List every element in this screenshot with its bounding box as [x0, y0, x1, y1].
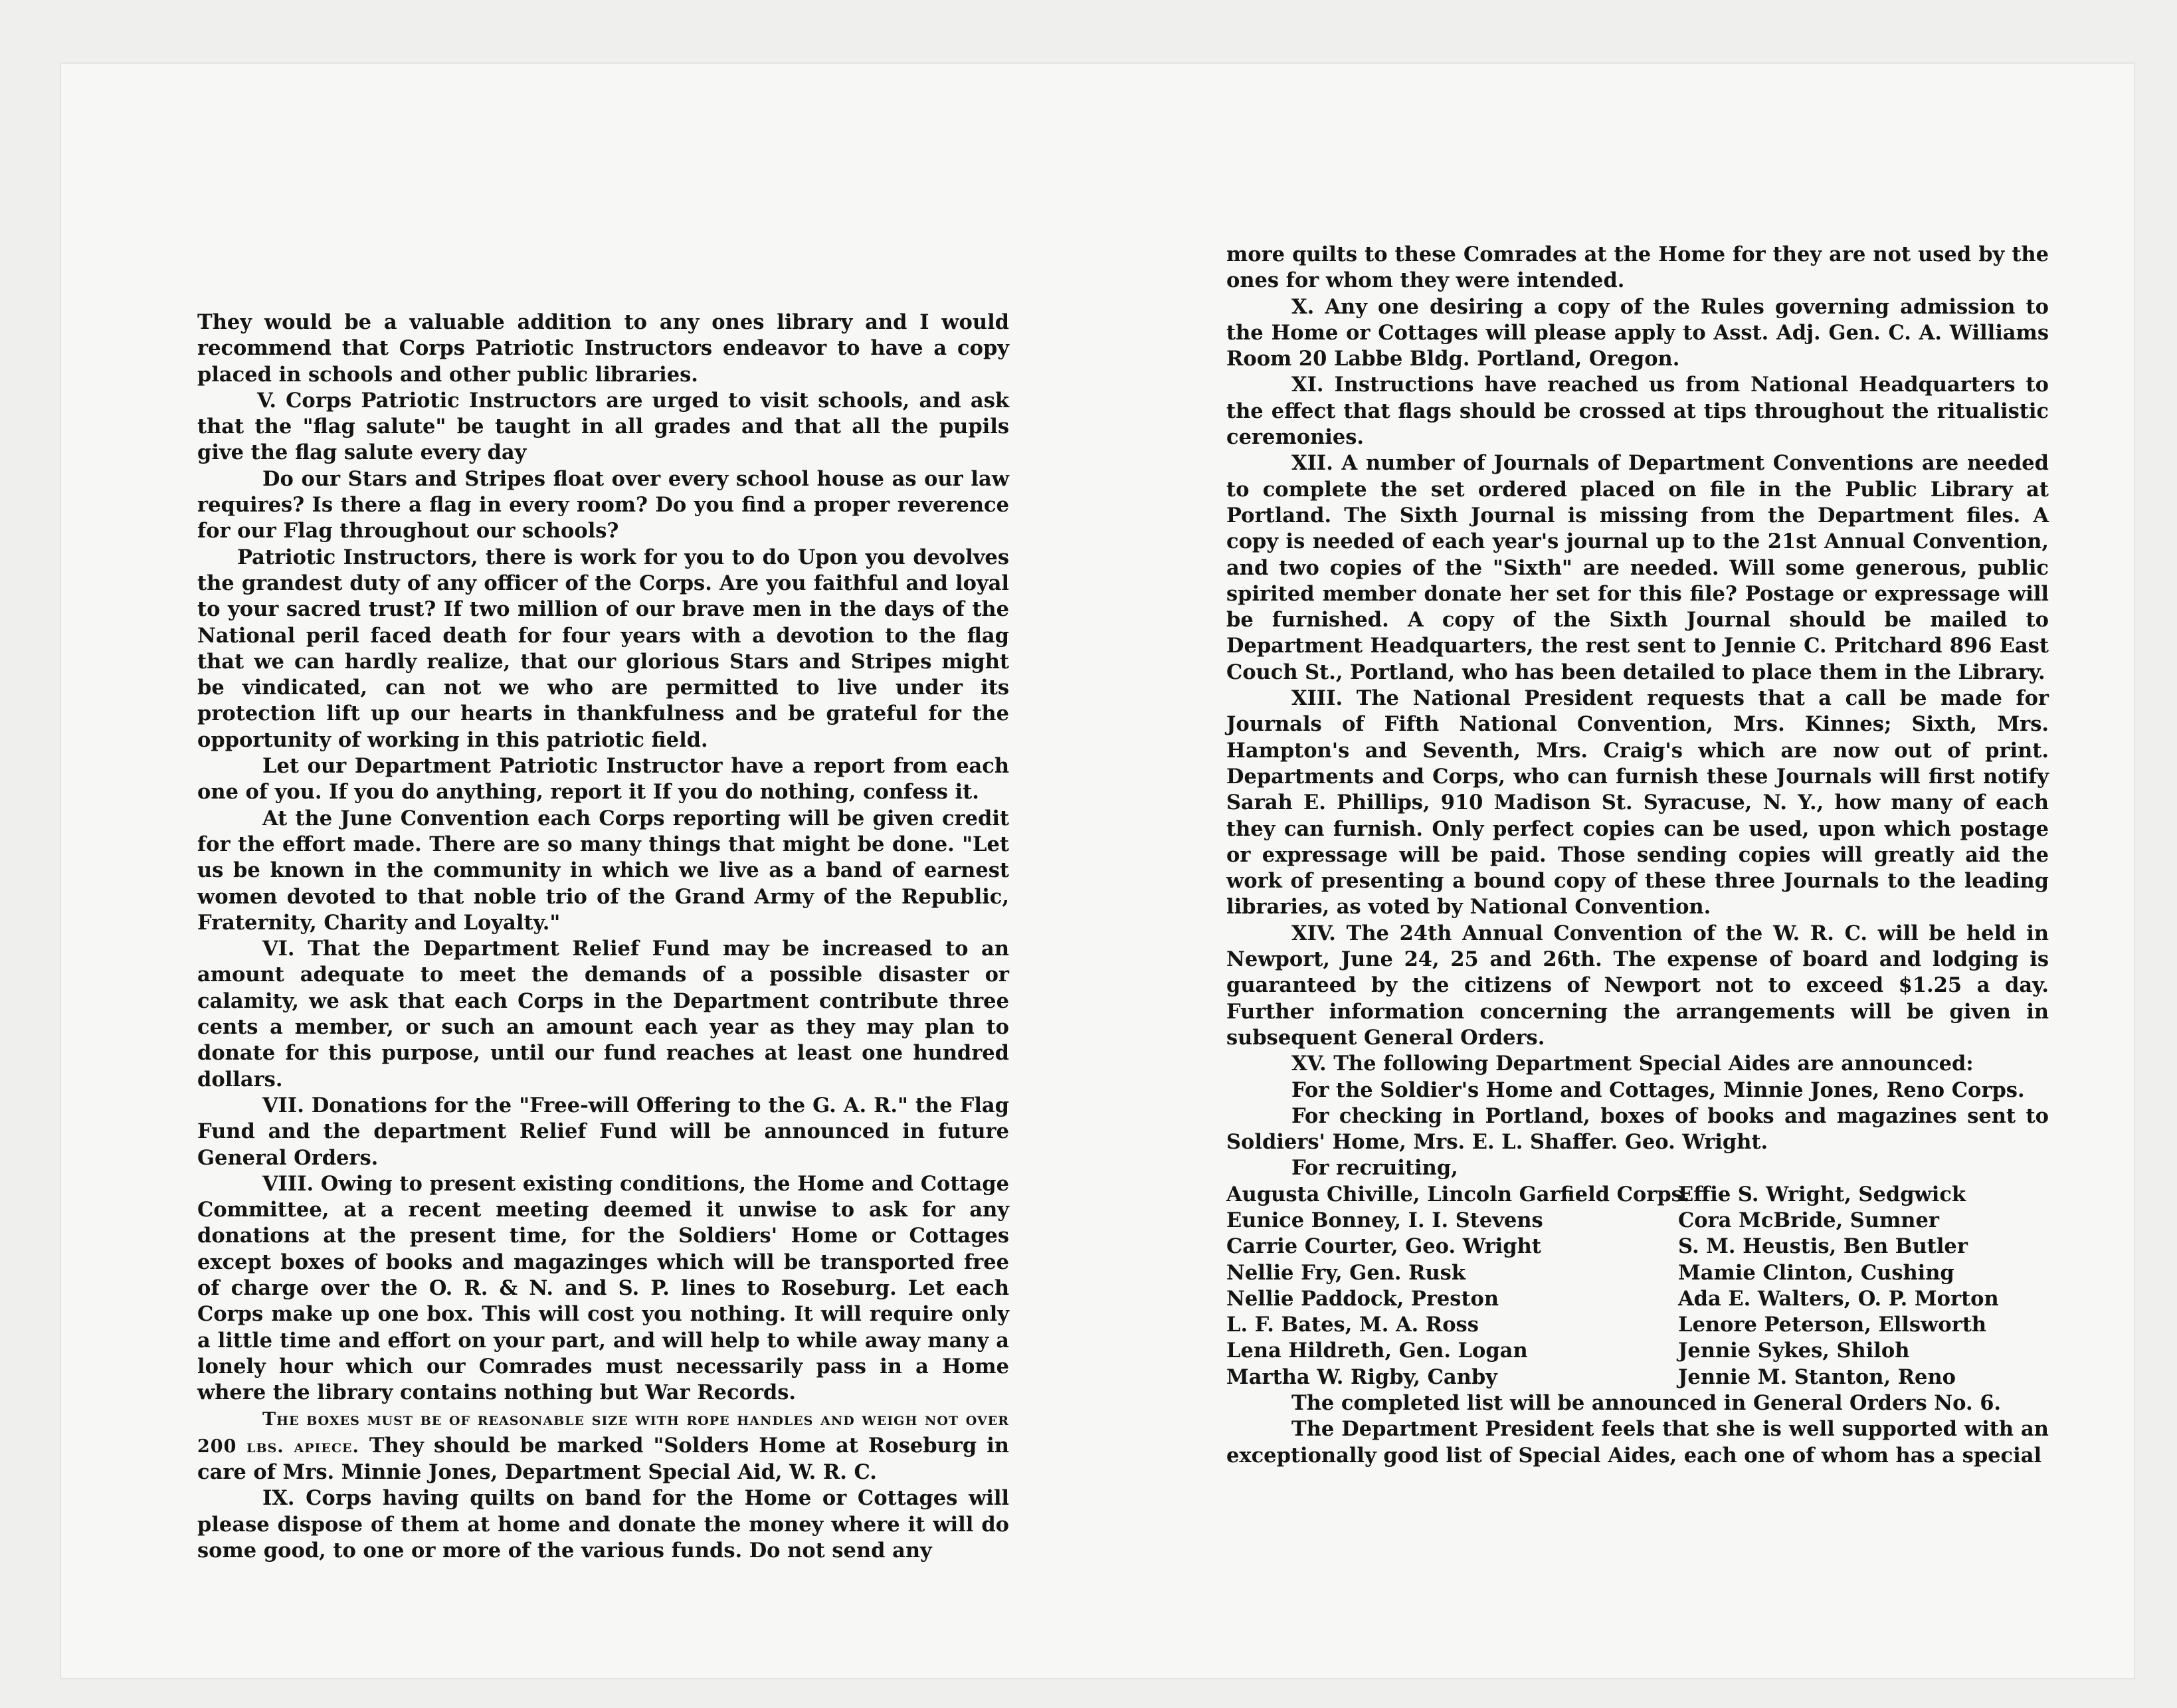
list-item: Eunice Bonney, I. I. Stevens: [1226, 1208, 1543, 1232]
list-item: Nellie Fry, Gen. Rusk: [1226, 1260, 1466, 1285]
paragraph-x: X. Any one desiring a copy of the Rules governing admission to the Home or Cottages will please apply to Asst. Adj. Gen. C. A. Williams Room 20 Labbe Bldg. Portland, Oregon.: [1226, 294, 2049, 371]
left-column: [197, 310, 1009, 1564]
paragraph-vii: VII. Donations for the "Free-will Offering to the G. A. R." the Flag Fund and the department Relief Fund will be announced in future General Orders.: [197, 1093, 1009, 1170]
paragraph-viii: VIII. Owing to present existing conditions, the Home and Cottage Committee, at a recent meeting deemed it unwise to ask for any donations at the present time, for the Soldiers' Home or Cottages except boxes of books and magazinges which will be transported free of charge over the O. R. & N. and S. P. lines to Roseburg. Let each Corps make up one box. This will cost you nothing. It will require only a little time and effort on your part, and will help to while away many a lonely hour which our Comrades must necessarily pass in a Home where the library contains nothing but War Records.: [197, 1171, 1009, 1405]
aides-left-list: [1226, 1182, 1690, 1390]
list-item: L. F. Bates, M. A. Ross: [1226, 1313, 1479, 1337]
list-item: Lenore Peterson, Ellsworth: [1678, 1313, 1986, 1337]
paragraph-quilts-cont: more quilts to these Comrades at the Home for they are not used by the ones for whom they were intended.: [1226, 242, 2049, 293]
list-item: Nellie Paddock, Preston: [1226, 1286, 1499, 1311]
paragraph-report: Let our Department Patriotic Instructor have a report from each one of you. If you do anything, report it If you do nothing, confess it.: [197, 754, 1009, 805]
paragraph-xii: XII. A number of Journals of Department Conventions are needed to complete the set ordered placed on file in the Public Library at Portland. The Sixth Journal is missing from the Department files. A copy is needed of each year's journal up to the 21st Annual Convention, and two copies of the "Sixth" are needed. Will some generous, public spirited member donate her set for this file? Postage or expressage will be furnished. A copy of the Sixth Journal should be mailed to Department Headquarters, the rest sent to Jennie C. Pritchard 896 East Couch St., Portland, who has been detailed to place them in the Library.: [1226, 451, 2049, 684]
paragraph-xv: XV. The following Department Special Aides are announced:: [1291, 1052, 1974, 1076]
document-sheet: [61, 64, 2134, 1678]
paragraph-patriotic-instructors: Patriotic Instructors, there is work for you to do Upon you devolves the grandest duty of any officer of the Corps. Are you faithful and loyal to your sacred trust? If two million of our brave men in the days of the National peril faced death for four years with a devotion to the flag that we can hardly realize, that our glorious Stars and Stripes might be vindicated, can not we who are permitted to live under its protection lift up our hearts in thankfulness and be grateful for the opportunity of working in this patriotic field.: [197, 545, 1009, 752]
paragraph-soldiers-home-aide: For the Soldier's Home and Cottages, Minnie Jones, Reno Corps.: [1291, 1078, 2025, 1102]
paragraph-xiii: XIII. The National President requests that a call be made for Journals of Fifth National Convention, Mrs. Kinnes; Sixth, Mrs. Hampton's and Seventh, Mrs. Craig's which are now out of print. Departments and Corps, who can furnish these Journals will first notify Sarah E. Phillips, 910 Madison St. Syracuse, N. Y., how many of each they can furnish. Only perfect copies can be used, upon which postage or expressage will be paid. Those sending copies will greatly aid the work of presenting a bound copy of these three Journals to the leading libraries, as voted by National Convention.: [1226, 686, 2049, 919]
paragraph-v: V. Corps Patriotic Instructors are urged to visit schools, and ask that the "flag salute" be taught in all grades and that all the pupils give the flag salute every day: [197, 388, 1009, 465]
boxes-caps-text: The boxes must be of reasonable size with rope handles and weigh not over 200 lbs. apiece.: [197, 1409, 1009, 1457]
aides-right-list: [1678, 1182, 2049, 1390]
paragraph-xi: XI. Instructions have reached us from National Headquarters to the effect that flags should be crossed at tips throughout the ritualistic ceremonies.: [1226, 373, 2049, 450]
list-item: Lena Hildreth, Gen. Logan: [1226, 1339, 1528, 1363]
paragraph-library: They would be a valuable addition to any ones library and I would recommend that Corps Patriotic Instructors endeavor to have a copy placed in schools and other public libraries.: [197, 310, 1009, 387]
paragraph-june-convention: At the June Convention each Corps reporting will be given credit for the effort made. There are so many things that might be done. "Let us be known in the community in which we live as a band of earnest women devoted to that noble trio of the Grand Army of the Republic, Fraternity, Charity and Loyalty.": [197, 806, 1009, 935]
paragraph-boxes: [197, 1406, 1009, 1485]
paragraph-xiv: XIV. The 24th Annual Convention of the W. R. C. will be held in Newport, June 24, 25 and 26th. The expense of board and lodging is guaranteed by the citizens of Newport not to exceed $1.25 a day. Further information concerning the arrangements will be given in subsequent General Orders.: [1226, 921, 2049, 1050]
list-item: Ada E. Walters, O. P. Morton: [1678, 1286, 1999, 1311]
list-item: Jennie Sykes, Shiloh: [1678, 1339, 1910, 1363]
list-item: Effie S. Wright, Sedgwick: [1678, 1182, 1966, 1206]
paragraph-ix: IX. Corps having quilts on band for the Home or Cottages will please dispose of them at home and donate the money where it will do some good, to one or more of the various funds. Do not send any: [197, 1486, 1009, 1563]
list-item: Carrie Courter, Geo. Wright: [1226, 1234, 1541, 1259]
right-column: [1226, 242, 2049, 1469]
recruiting-aides-list: [1226, 1182, 2049, 1390]
paragraph-completed-list: The completed list will be announced in General Orders No. 6.: [1291, 1391, 2002, 1416]
paragraph-checking-aide: For checking in Portland, boxes of books and magazines sent to Soldiers' Home, Mrs. E. L. Shaffer. Geo. Wright.: [1226, 1103, 2049, 1155]
paragraph-department-president: The Department President feels that she is well supported with an exceptionally good list of Special Aides, each one of whom has a special: [1226, 1417, 2049, 1468]
list-item: Martha W. Rigby, Canby: [1226, 1365, 1497, 1389]
list-item: Cora McBride, Sumner: [1678, 1208, 1939, 1232]
paragraph-vi: VI. That the Department Relief Fund may be increased to an amount adequate to meet the demands of a possible disaster or calamity, we ask that each Corps in the Department contribute three cents a member, or such an amount each year as they may plan to donate for this purpose, until our fund reaches at least one hundred dollars.: [197, 937, 1009, 1091]
paragraph-stars-stripes: Do our Stars and Stripes float over every school house as our law requires? Is there a flag in every room? Do you find a proper reverence for our Flag throughout our schools?: [197, 466, 1009, 543]
list-item: Jennie M. Stanton, Reno: [1678, 1365, 1956, 1389]
boxes-rest-text: They should be marked "Solders Home at Roseburg in care of Mrs. Minnie Jones, Department Special Aid, W. R. C.: [197, 1433, 1009, 1485]
list-item: Mamie Clinton, Cushing: [1678, 1260, 1954, 1285]
list-item: Augusta Chiville, Lincoln Garfield Corps.: [1226, 1182, 1690, 1206]
paragraph-recruiting: For recruiting,: [1291, 1156, 1458, 1181]
list-item: S. M. Heustis, Ben Butler: [1678, 1234, 1968, 1259]
